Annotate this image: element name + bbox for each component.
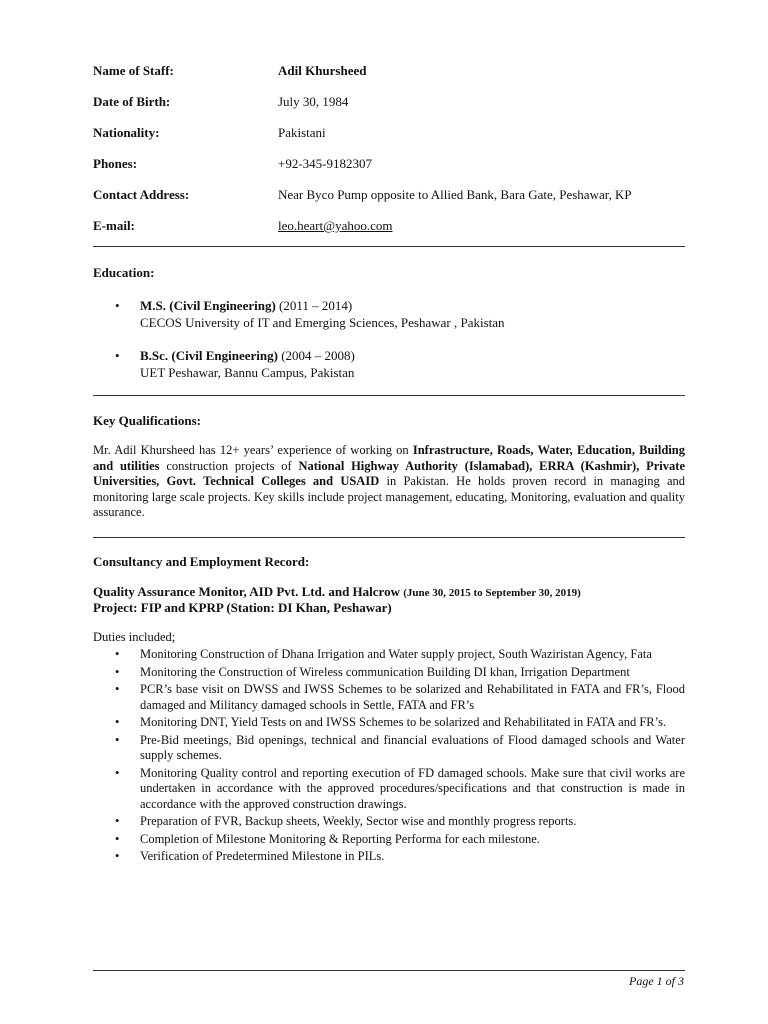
nationality-value: Pakistani [278,125,326,140]
list-item [115,814,685,830]
degree: M.S. (Civil Engineering) [140,298,276,313]
qualifications-heading: Key Qualifications: [93,413,201,428]
degree: B.Sc. (Civil Engineering) [140,348,278,363]
bullet-icon: • [115,298,120,313]
bullet-icon: • [115,849,120,863]
text-run: construction projects of [159,458,299,473]
email-link[interactable]: leo.heart@yahoo.com [278,218,393,233]
school: CECOS University of IT and Emerging Sciences, Peshawar , Pakistan [140,315,505,330]
project-line: Project: FIP and KPRP (Station: DI Khan, Peshawar) [93,600,392,615]
duty-text: Monitoring Construction of Dhana Irrigation and Water supply project, South Waziristan Agency, Fata [140,647,652,661]
bullet-icon: • [115,715,120,729]
list-item [115,766,685,813]
degree-years: (2011 – 2014) [275,298,353,313]
text-run: in Pakistan. He holds proven record in managing and monitoring large scale projects. Key skills include project management, educating, Monitoring, evaluation and quality assurance. [93,474,685,519]
email-label: E-mail: [93,218,135,233]
bullet-icon: • [115,765,120,780]
bullet-icon: • [115,814,120,828]
duty-text: Preparation of FVR, Backup sheets, Weekly, Sector wise and monthly progress reports. [140,814,577,828]
duty-text: Completion of Milestone Monitoring & Reporting Performa for each milestone. [140,831,540,846]
duty-text: PCR’s base visit on DWSS and IWSS Schemes to be solarized and Rehabilitated in FATA and FR’s, Flood damaged and Militancy damaged schools in Settle, FATA and FR’s [140,682,685,712]
duty-text: Monitoring Quality control and reporting execution of FD damaged schools. Make sure that civil works are undertaken in accordance with the approved procedures/specifications and that construction is made in accordance with the approved construction drawings. [140,765,685,811]
divider [93,537,685,538]
duty-text: Pre-Bid meetings, Bid openings, technical and financial evaluations of Flood damaged schools and Water supply schemes. [140,732,685,762]
bullet-icon: • [115,664,120,679]
list-item [115,665,685,681]
job-title: Quality Assurance Monitor, AID Pvt. Ltd. and Halcrow [93,584,404,599]
duty-text: Monitoring DNT, Yield Tests on and IWSS Schemes to be solarized and Rehabilitated in FATA and FR’s. [140,715,667,729]
list-item [115,715,685,731]
duty-text: Verification of Predetermined Milestone in PILs. [140,849,385,863]
list-item [115,849,685,865]
dob-label: Date of Birth: [93,94,171,109]
divider [93,246,685,247]
bullet-icon: • [115,348,120,363]
bullet-icon: • [115,647,120,661]
footer-divider [93,970,685,971]
school: UET Peshawar, Bannu Campus, Pakistan [140,365,355,380]
text-run-bold: National Highway Authority (Islamabad), ERRA (Kashmir), Private Universities, Govt. Technical Colleges and USAID [93,458,685,488]
list-item [115,647,685,663]
degree-years: (2004 – 2008) [277,348,355,363]
text-run-bold: Infrastructure, Roads, Water, Education, Building and utilities [93,443,685,473]
divider [93,395,685,396]
text-run: Mr. Adil Khursheed has 12+ years’ experience of working on [93,443,413,457]
name-value: Adil Khursheed [278,63,367,78]
bullet-icon: • [115,831,120,846]
job-dates: (June 30, 2015 to September 30, 2019) [403,587,581,599]
job-title-line [93,584,581,600]
education-heading: Education: [93,265,155,280]
duties-label: Duties included; [93,630,176,644]
employment-heading: Consultancy and Employment Record: [93,554,310,569]
phones-value: +92-345-9182307 [278,156,372,171]
page-number: Page 1 of 3 [629,974,684,988]
dob-value: July 30, 1984 [278,94,349,109]
address-value: Near Byco Pump opposite to Allied Bank, Bara Gate, Peshawar, KP [278,187,632,202]
list-item [115,733,685,764]
duty-text: Monitoring the Construction of Wireless communication Building DI khan, Irrigation Department [140,664,630,679]
bullet-icon: • [115,732,120,747]
list-item [115,832,685,848]
duties-list [115,647,685,867]
phones-label: Phones: [93,156,138,171]
list-item [115,682,685,713]
address-label: Contact Address: [93,187,190,202]
nationality-label: Nationality: [93,125,160,140]
qualifications-paragraph [93,443,685,521]
name-label: Name of Staff: [93,63,174,78]
bullet-icon: • [115,682,120,696]
